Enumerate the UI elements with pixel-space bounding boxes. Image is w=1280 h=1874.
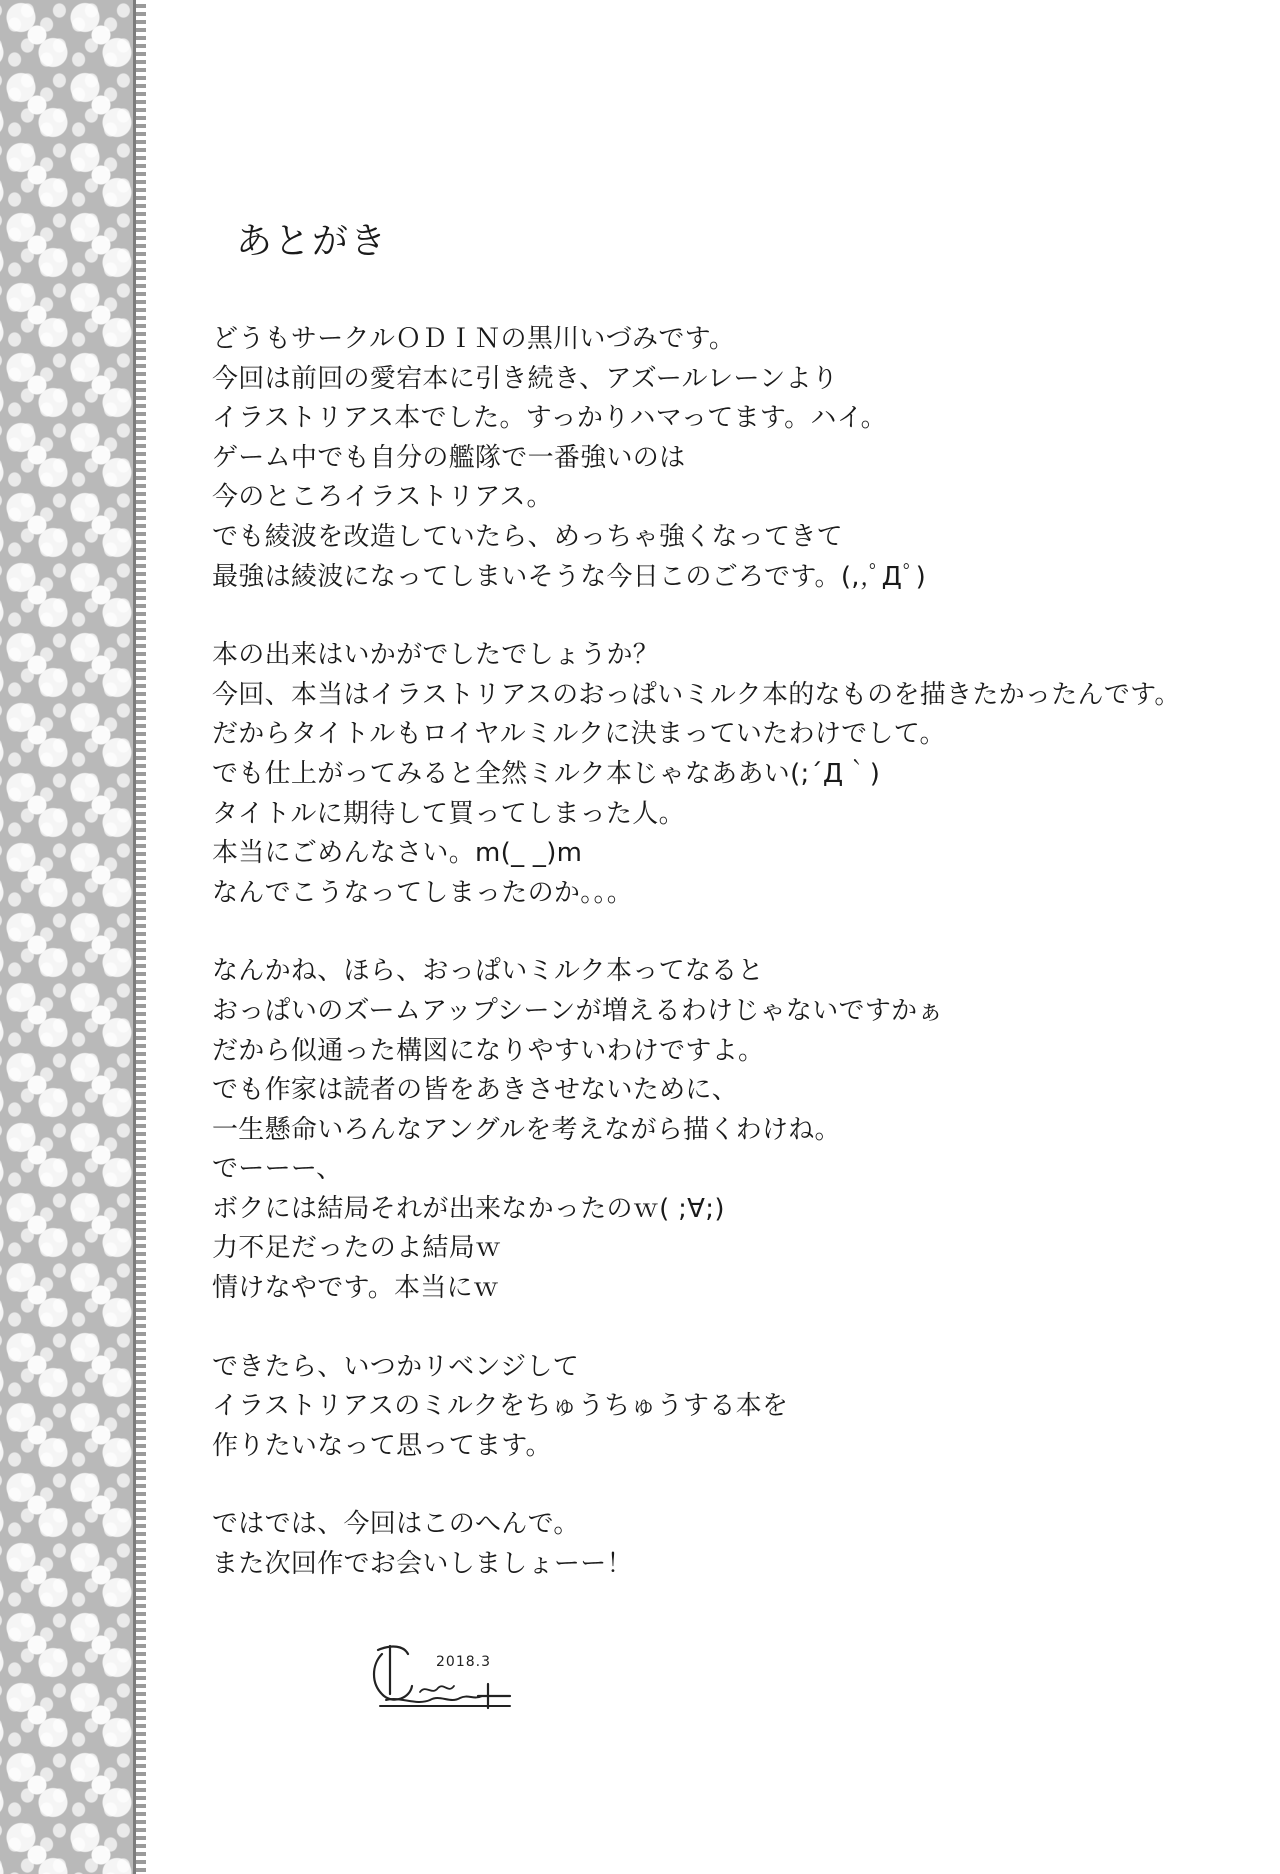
text-line: でも綾波を改造していたら、めっちゃ強くなってきて [212,521,843,552]
text-line: できたら、いつかリベンジして [212,1351,580,1382]
text-line: でも仕上がってみると全然ミルク本じゃなああい(;´Д｀) [212,758,881,789]
paragraph-closing [212,1505,1252,1584]
text-line: イラストリアス本でした。すっかりハマってます。ハイ。 [212,403,887,434]
text-line: なんかね、ほら、おっぱいミルク本ってなると [212,956,764,987]
paragraph-book-result [212,636,1252,913]
text-line: 本当にごめんなさい。m(_ _)m [212,838,583,869]
afterword-content [212,214,1252,1624]
text-line: 情けなやです。本当にｗ [212,1273,500,1304]
text-line: だから似通った構図になりやすいわけですよ。 [212,1035,765,1066]
text-line: 力不足だったのよ結局ｗ [212,1233,502,1264]
text-line: イラストリアスのミルクをちゅうちゅうする本を [212,1391,789,1422]
text-line: だからタイトルもロイヤルミルクに決まっていたわけでして。 [212,719,946,750]
text-line: どうもサークルＯＤＩＮの黒川いづみです。 [212,324,736,354]
paragraph-intro [212,320,1252,597]
text-line: また次回作でお会いしましょーー！ [212,1549,633,1580]
signature-date: 2018.3 [436,1654,491,1670]
page-title: あとがき [236,221,389,262]
text-line: タイトルに期待して買ってしまった人。 [212,798,685,829]
text-line: 今のところイラストリアス。 [212,482,553,513]
text-line: おっぱいのズームアップシーンが増えるわけじゃないですかぁ [212,995,944,1026]
text-line: でも作家は読者の皆をあきさせないために、 [212,1075,739,1106]
text-line: 本の出来はいかがでしたでしょうか？ [212,640,660,671]
paragraph-explanation [212,952,1252,1308]
handwritten-signature [360,1636,520,1712]
text-line: ゲーム中でも自分の艦隊で一番強いのは [212,442,686,473]
text-line: でーーー、 [212,1154,343,1185]
text-line: ではでは、今回はこのへんで。 [212,1509,580,1540]
lace-border-decoration [0,0,146,1874]
paragraph-revenge [212,1348,1252,1467]
text-line: ボクには結局それが出来なかったのｗ( ;∀;) [212,1193,725,1224]
text-line: 今回は前回の愛宕本に引き続き、アズールレーンより [212,363,839,394]
text-line: 今回、本当はイラストリアスのおっぱいミルク本的なものを描きたかったんです。 [212,679,1181,710]
text-line: なんでこうなってしまったのか。。。 [212,877,634,908]
text-line: 一生懸命いろんなアングルを考えながら描くわけね。 [212,1114,841,1145]
text-line: 最強は綾波になってしまいそうな今日このごろです。(,,ﾟДﾟ) [212,561,927,592]
text-line: 作りたいなって思ってます。 [212,1430,552,1461]
